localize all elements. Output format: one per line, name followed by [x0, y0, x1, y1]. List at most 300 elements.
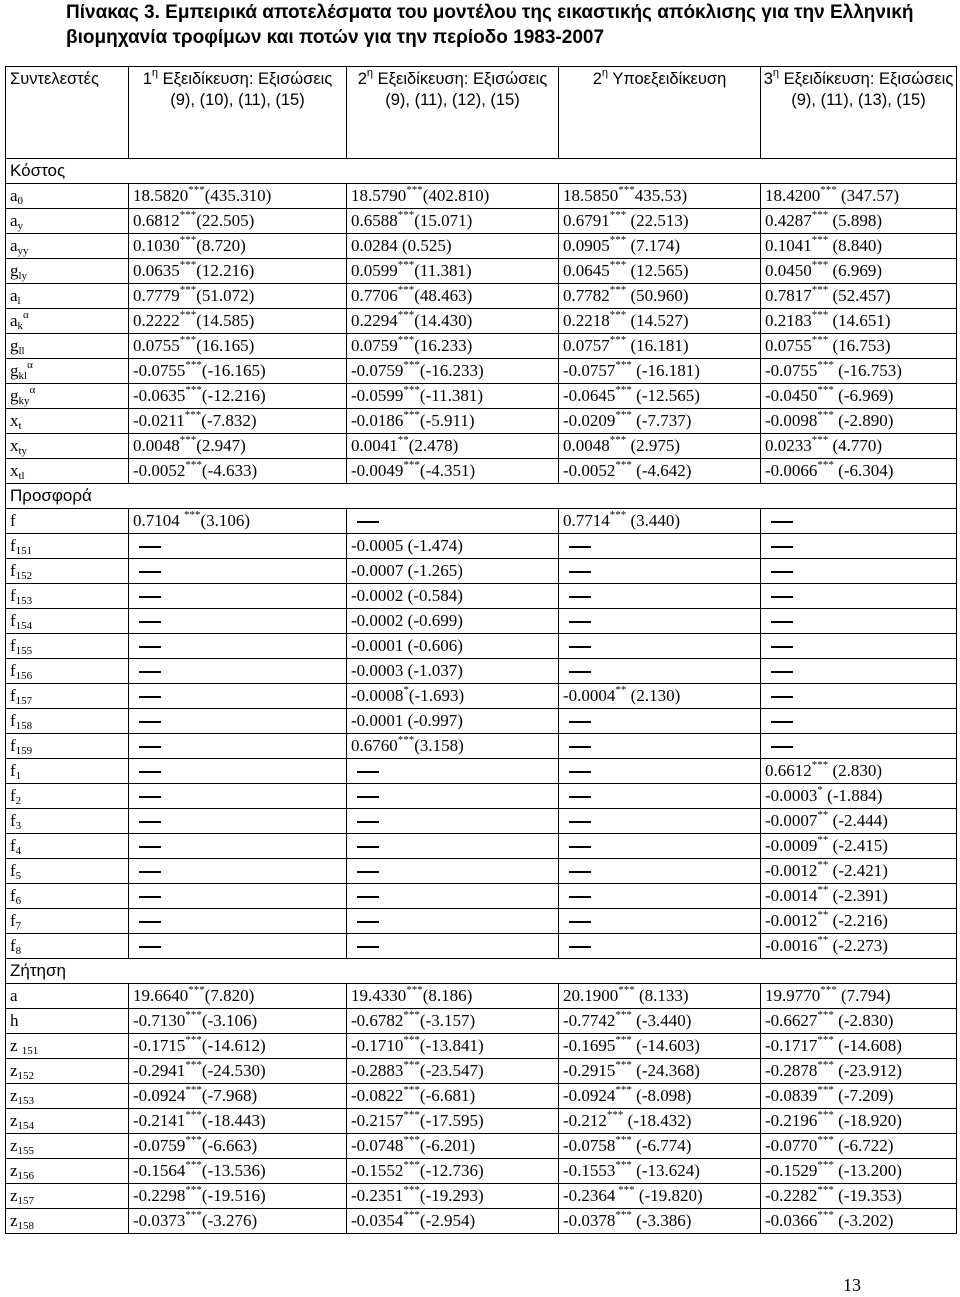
estimate-cell [559, 709, 761, 734]
estimate-cell [347, 884, 559, 909]
table-row [6, 459, 957, 484]
estimate-value: -0.0003 (-1.037) [351, 661, 463, 680]
coefficient-symbol: f [10, 736, 16, 755]
estimate-value: -0.2282 [765, 1186, 818, 1205]
estimate-value: 0.6760 [351, 736, 398, 755]
estimate-cell [559, 309, 761, 334]
t-statistic: (-3.386) [631, 1211, 692, 1230]
estimate-cell [129, 709, 347, 734]
header-spec-1: $1^\eta$ Εξειδίκευση: Εξισώσεις (9), (10), (11), (15) [129, 67, 347, 159]
table-row [6, 559, 957, 584]
t-statistic: (2.478) [408, 436, 459, 455]
estimate-value: 0.0755 [765, 336, 812, 355]
dash-mark [569, 646, 591, 648]
estimate-cell [347, 409, 559, 434]
estimate-cell [347, 809, 559, 834]
table-row [6, 409, 957, 434]
coefficient-symbol: f [10, 536, 16, 555]
table-row [6, 1134, 957, 1159]
dash-mark [357, 846, 379, 848]
estimate-cell [129, 534, 347, 559]
estimate-value: -0.2141 [133, 1111, 186, 1130]
estimate-cell [129, 609, 347, 634]
t-statistic: (2.130) [626, 686, 681, 705]
dash-mark [569, 746, 591, 748]
estimate-cell [129, 1184, 347, 1209]
estimate-value: -0.0645 [563, 386, 616, 405]
table-row [6, 234, 957, 259]
coefficient-subscript: 8 [15, 945, 22, 957]
estimate-value: -0.0001 (-0.606) [351, 636, 463, 655]
estimate-value: -0.0373 [133, 1211, 186, 1230]
estimate-value: -0.2196 [765, 1111, 818, 1130]
significance-stars: *** [609, 334, 627, 346]
significance-stars: *** [609, 309, 627, 321]
coefficient-subscript: 156 [15, 670, 33, 682]
t-statistic: (-17.595) [419, 1111, 484, 1130]
estimate-cell [559, 834, 761, 859]
significance-stars: *** [820, 984, 837, 996]
coefficient-subscript: ty [18, 445, 28, 457]
table-row [6, 809, 957, 834]
estimate-cell [761, 459, 957, 484]
t-statistic: (347.57) [836, 186, 900, 205]
significance-stars: *** [615, 1059, 632, 1071]
estimate-cell [761, 309, 957, 334]
significance-stars: *** [615, 1134, 632, 1146]
significance-stars: *** [817, 1059, 834, 1071]
estimate-value: -0.0755 [133, 361, 186, 380]
estimate-cell [559, 209, 761, 234]
coefficient-subscript: 155 [15, 645, 33, 657]
estimate-value: -0.0009 [765, 836, 818, 855]
estimate-cell [129, 559, 347, 584]
dash-mark [139, 896, 161, 898]
estimate-cell [347, 259, 559, 284]
coefficient-subscript: 3 [15, 820, 22, 832]
estimate-value: 0.6791 [563, 211, 610, 230]
significance-stars: *** [817, 1009, 834, 1021]
dash-mark [771, 596, 793, 598]
t-statistic: (16.181) [626, 336, 689, 355]
significance-stars: *** [185, 1034, 202, 1046]
coefficient-symbol: f [10, 661, 16, 680]
estimate-cell [347, 1134, 559, 1159]
coefficient-name [6, 559, 129, 584]
coefficient-subscript: tl [18, 470, 25, 482]
estimate-value: -0.0186 [351, 411, 404, 430]
dash-mark [139, 646, 161, 648]
dash-mark [357, 521, 379, 523]
estimate-cell [559, 984, 761, 1009]
estimate-cell [559, 509, 761, 534]
significance-stars: *** [179, 234, 197, 246]
t-statistic: (-2.890) [833, 411, 894, 430]
coefficient-subscript: 152 [17, 1070, 35, 1082]
estimate-cell [347, 434, 559, 459]
estimate-value: -0.0007 (-1.265) [351, 561, 463, 580]
table-row [6, 909, 957, 934]
coefficient-subscript: 0 [17, 195, 24, 207]
estimate-value: -0.2941 [133, 1061, 186, 1080]
estimate-value: 0.7817 [765, 286, 812, 305]
dash-mark [139, 871, 161, 873]
t-statistic: (402.810) [422, 186, 490, 205]
estimate-cell [761, 909, 957, 934]
coefficient-subscript: 6 [15, 895, 22, 907]
dash-mark [357, 896, 379, 898]
coefficient-symbol: g [10, 386, 19, 405]
table-row [6, 659, 957, 684]
estimate-cell [347, 859, 559, 884]
t-statistic: (22.505) [196, 211, 255, 230]
t-statistic: (-11.381) [419, 386, 484, 405]
estimate-cell [559, 1184, 761, 1209]
coefficient-symbol: x [10, 436, 19, 455]
significance-stars: *** [615, 1159, 632, 1171]
estimate-cell [761, 1009, 957, 1034]
estimate-cell [129, 184, 347, 209]
estimate-cell [559, 909, 761, 934]
t-statistic: (14.430) [414, 311, 473, 330]
significance-stars: *** [609, 234, 627, 246]
estimate-cell [559, 1009, 761, 1034]
table-row [6, 984, 957, 1009]
coefficient-subscript: 151 [21, 1045, 39, 1057]
estimate-value: -0.0450 [765, 386, 818, 405]
estimate-value: -0.0211 [133, 411, 185, 430]
estimate-cell [761, 384, 957, 409]
estimate-cell [347, 934, 559, 959]
t-statistic: (-19.293) [419, 1186, 484, 1205]
coefficient-symbol: h [10, 1011, 19, 1030]
significance-stars: *** [403, 1159, 420, 1171]
significance-stars: *** [817, 1134, 834, 1146]
significance-stars: *** [403, 1034, 420, 1046]
coefficient-subscript: 158 [15, 720, 33, 732]
coefficient-name [6, 459, 129, 484]
t-statistic: (-13.536) [201, 1161, 266, 1180]
coefficient-name [6, 1184, 129, 1209]
estimate-value: -0.2364 [563, 1186, 616, 1205]
estimate-value: 0.0450 [765, 261, 812, 280]
estimate-value: -0.1552 [351, 1161, 404, 1180]
estimate-cell [761, 634, 957, 659]
estimate-cell [761, 509, 957, 534]
estimate-cell [761, 609, 957, 634]
estimate-cell [347, 309, 559, 334]
dash-mark [139, 571, 161, 573]
dash-mark [357, 921, 379, 923]
t-statistic: (16.233) [414, 336, 473, 355]
regression-table [5, 66, 957, 1234]
t-statistic: (-2.444) [828, 811, 888, 830]
estimate-cell [559, 459, 761, 484]
estimate-cell [559, 784, 761, 809]
coefficient-symbol: g [10, 261, 19, 280]
coefficient-symbol: z [10, 1136, 18, 1155]
coefficient-symbol: f [10, 786, 16, 805]
dash-mark [569, 621, 591, 623]
estimate-value: 0.0233 [765, 436, 812, 455]
dash-mark [139, 796, 161, 798]
significance-stars: *** [811, 259, 829, 271]
t-statistic: (-7.968) [201, 1086, 258, 1105]
t-statistic: (3.106) [200, 511, 251, 530]
page-number: 13 [843, 1275, 861, 1295]
coefficient-name [6, 434, 129, 459]
estimate-cell [129, 809, 347, 834]
dash-mark [139, 946, 161, 948]
significance-stars: *** [403, 459, 420, 471]
coefficient-subscript: 153 [15, 595, 33, 607]
t-statistic: (-6.681) [419, 1086, 476, 1105]
coefficient-symbol: f [10, 936, 16, 955]
t-statistic: (48.463) [414, 286, 473, 305]
coefficient-name [6, 584, 129, 609]
estimate-cell [761, 184, 957, 209]
estimate-value: -0.1710 [351, 1036, 404, 1055]
table-row [6, 384, 957, 409]
dash-mark [771, 521, 793, 523]
coefficient-subscript: k [17, 320, 24, 332]
significance-stars: *** [397, 284, 415, 296]
estimate-value: 0.2222 [133, 311, 180, 330]
significance-stars: *** [179, 334, 197, 346]
t-statistic: (-1.693) [408, 686, 465, 705]
estimate-cell [559, 1059, 761, 1084]
coefficient-symbol: x [10, 411, 19, 430]
significance-stars: *** [403, 1184, 420, 1196]
estimate-cell [559, 634, 761, 659]
t-statistic: (8.840) [828, 236, 883, 255]
estimate-cell [347, 1159, 559, 1184]
coefficient-symbol: g [10, 336, 19, 355]
t-statistic: (-4.633) [201, 461, 258, 480]
significance-stars: *** [185, 359, 202, 371]
estimate-value: 0.0759 [351, 336, 398, 355]
t-statistic: (-16.233) [419, 361, 484, 380]
coefficient-symbol: z [10, 1036, 22, 1055]
estimate-cell [347, 184, 559, 209]
coefficient-name [6, 534, 129, 559]
dash-mark [771, 646, 793, 648]
t-statistic: (-3.106) [201, 1011, 258, 1030]
estimate-cell [347, 359, 559, 384]
coefficient-symbol: x [10, 461, 19, 480]
significance-stars: *** [817, 384, 834, 396]
coefficient-subscript: 153 [17, 1095, 35, 1107]
significance-stars: *** [185, 1209, 202, 1221]
estimate-cell [347, 384, 559, 409]
t-statistic: (3.158) [414, 736, 464, 755]
table-row [6, 534, 957, 559]
significance-stars: *** [397, 209, 415, 221]
t-statistic: (-12.565) [631, 386, 700, 405]
dash-mark [771, 571, 793, 573]
estimate-value: 0.7104 [133, 511, 184, 530]
dash-mark [357, 821, 379, 823]
coefficient-subscript: 2 [15, 795, 22, 807]
coefficient-name [6, 834, 129, 859]
section-row [6, 159, 957, 184]
coefficient-symbol: f [10, 611, 16, 630]
estimate-cell [129, 934, 347, 959]
coefficient-subscript: 158 [17, 1220, 35, 1232]
estimate-value: -0.0748 [351, 1136, 404, 1155]
coefficient-symbol: f [10, 686, 16, 705]
significance-stars: *** [179, 209, 197, 221]
estimate-value: 19.9770 [765, 986, 821, 1005]
significance-stars: *** [406, 984, 423, 996]
significance-stars: *** [609, 434, 627, 446]
estimate-cell [129, 509, 347, 534]
estimate-cell [761, 434, 957, 459]
estimate-value: 0.0755 [133, 336, 180, 355]
coefficient-subscript: 7 [15, 920, 22, 932]
dash-mark [569, 721, 591, 723]
estimate-cell [761, 1159, 957, 1184]
t-statistic: (-3.440) [631, 1011, 692, 1030]
estimate-cell [761, 284, 957, 309]
coefficient-superscript: α [23, 309, 29, 321]
coefficient-symbol: z [10, 1086, 18, 1105]
estimate-cell [761, 209, 957, 234]
estimate-value: -0.2915 [563, 1061, 616, 1080]
estimate-cell [129, 309, 347, 334]
table-row [6, 834, 957, 859]
estimate-value: -0.0378 [563, 1211, 616, 1230]
estimate-cell [559, 884, 761, 909]
t-statistic: (-2.391) [828, 886, 888, 905]
estimate-value: -0.0052 [563, 461, 616, 480]
coefficient-subscript: 159 [15, 745, 33, 757]
estimate-cell [347, 459, 559, 484]
estimate-cell [559, 859, 761, 884]
estimate-cell [347, 759, 559, 784]
estimate-cell [761, 259, 957, 284]
significance-stars: *** [185, 384, 202, 396]
dash-mark [139, 696, 161, 698]
estimate-value: -0.1695 [563, 1036, 616, 1055]
estimate-cell [129, 859, 347, 884]
coefficient-name [6, 934, 129, 959]
t-statistic: (16.165) [196, 336, 255, 355]
coefficient-name [6, 1009, 129, 1034]
t-statistic: (8.720) [196, 236, 246, 255]
estimate-value: -0.0052 [133, 461, 186, 480]
t-statistic: (435.310) [204, 186, 272, 205]
significance-stars: *** [615, 1084, 632, 1096]
coefficient-subscript: 151 [15, 545, 33, 557]
coefficient-subscript: 152 [15, 570, 33, 582]
coefficient-symbol: f [10, 511, 16, 530]
estimate-value: -0.0012 [765, 861, 818, 880]
table-row [6, 734, 957, 759]
estimate-cell [129, 634, 347, 659]
coefficient-symbol: f [10, 811, 16, 830]
estimate-cell [347, 234, 559, 259]
section-row [6, 959, 957, 984]
coefficient-name [6, 509, 129, 534]
t-statistic: (8.186) [422, 986, 473, 1005]
coefficient-name [6, 809, 129, 834]
estimate-cell [559, 284, 761, 309]
t-statistic: (7.794) [836, 986, 891, 1005]
estimate-cell [347, 509, 559, 534]
estimate-cell [347, 1059, 559, 1084]
estimate-value: -0.0049 [351, 461, 404, 480]
dash-mark [771, 721, 793, 723]
t-statistic: (-18.920) [833, 1111, 902, 1130]
significance-stars: *** [615, 459, 632, 471]
significance-stars: *** [184, 509, 201, 521]
coefficient-symbol: f [10, 836, 16, 855]
table-row [6, 859, 957, 884]
section-label: Προσφορά [6, 484, 957, 509]
estimate-cell [347, 559, 559, 584]
dash-mark [569, 846, 591, 848]
coefficient-name [6, 409, 129, 434]
significance-stars: *** [811, 209, 829, 221]
header-row [6, 67, 957, 159]
estimate-value: -0.0924 [563, 1086, 616, 1105]
estimate-value: -0.0002 (-0.584) [351, 586, 463, 605]
significance-stars: *** [403, 1084, 420, 1096]
estimate-value: -0.2298 [133, 1186, 186, 1205]
estimate-value: -0.0839 [765, 1086, 818, 1105]
estimate-value: -0.0757 [563, 361, 616, 380]
significance-stars: *** [403, 359, 420, 371]
estimate-value: -0.212 [563, 1111, 607, 1130]
estimate-cell [559, 234, 761, 259]
estimate-cell [761, 334, 957, 359]
t-statistic: (-2.273) [828, 936, 888, 955]
coefficient-name [6, 1209, 129, 1234]
estimate-value: -0.0012 [765, 911, 818, 930]
estimate-cell [559, 734, 761, 759]
table-row [6, 609, 957, 634]
estimate-value: -0.0755 [765, 361, 818, 380]
coefficient-name [6, 334, 129, 359]
significance-stars: *** [185, 1009, 202, 1021]
estimate-value: 0.0905 [563, 236, 610, 255]
estimate-value: -0.1564 [133, 1161, 186, 1180]
estimate-value: -0.0066 [765, 461, 818, 480]
estimate-cell [129, 1159, 347, 1184]
estimate-value: 0.0048 [133, 436, 180, 455]
coefficient-subscript: t [18, 420, 22, 432]
header-subspec-2: $2^\eta$ Υποεξειδίκευση [559, 67, 761, 159]
estimate-value: -0.7130 [133, 1011, 186, 1030]
coefficient-name [6, 859, 129, 884]
significance-stars: *** [403, 1134, 420, 1146]
significance-stars: *** [615, 1209, 632, 1221]
coefficient-subscript: 156 [17, 1170, 35, 1182]
t-statistic: (22.513) [626, 211, 689, 230]
coefficient-name [6, 1084, 129, 1109]
coefficient-name [6, 984, 129, 1009]
coefficient-name [6, 684, 129, 709]
estimate-value: -0.0016 [765, 936, 818, 955]
significance-stars: *** [188, 984, 205, 996]
dash-mark [357, 796, 379, 798]
table-row [6, 1184, 957, 1209]
estimate-value: -0.0599 [351, 386, 404, 405]
estimate-value: -0.0770 [765, 1136, 818, 1155]
significance-stars: *** [403, 1059, 420, 1071]
t-statistic: (-16.165) [201, 361, 266, 380]
